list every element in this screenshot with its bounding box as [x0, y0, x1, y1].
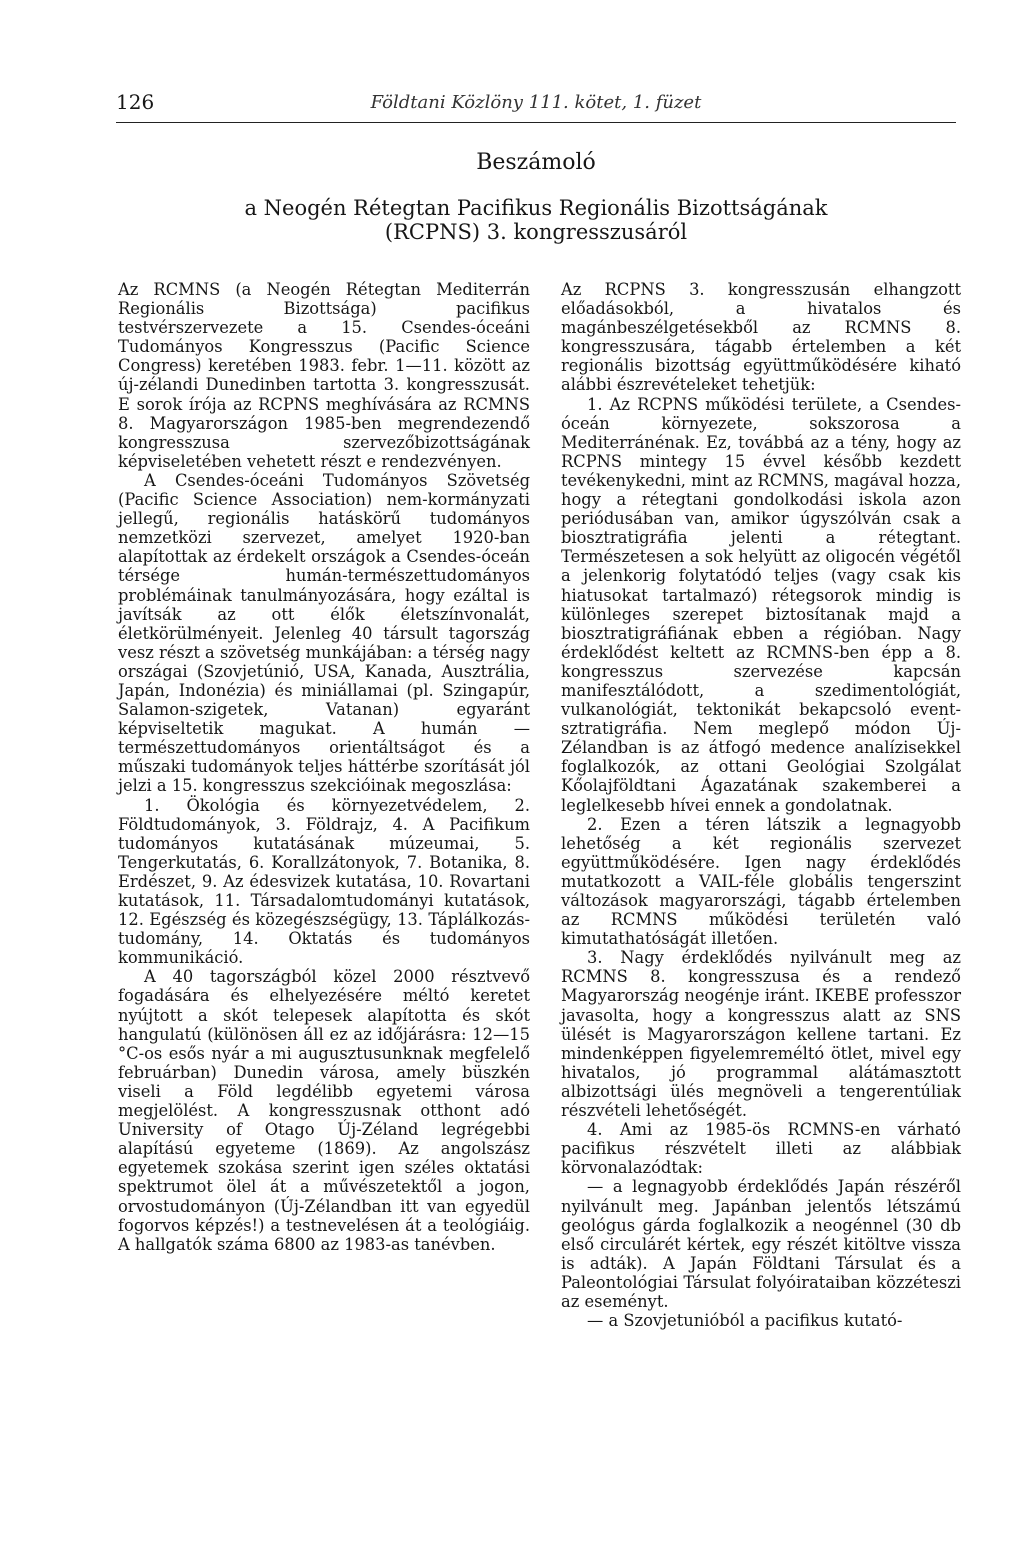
paragraph: — a Szovjetunióból a pacifikus kutató- [587, 1311, 903, 1331]
article-heading [116, 150, 956, 244]
article-title: Beszámoló [476, 150, 596, 175]
paragraph: A 40 tagországból közel 2000 résztvevő fogadására és elhelyezésére méltó keretet nyújtott a skót telepesek alapította és skót hangulatú (különösen áll ez az időjárásra: 12—15 °C-os esős nyár a mi augusztusunknak megfelelő februárban) Dunedin városa, amely büszkén viseli a Föld legdélibb egyetemi városa megjelölést. A kongresszusnak otthont adó University of Otago Új-Zéland legrégebbi alapítású egyeteme (1869). Az angolszász egyetemek szokása szerint igen széles oktatási spektrumot ölel át a művészetektől a jogon, orvostudományon (Új-Zélandban itt van egyedül fogorvos képzés!) a testnevelésen át a teológiáig. A hallgatók száma 6800 az 1983-as tanévben. [118, 967, 530, 1254]
paragraph: Az RCPNS 3. kongresszusán elhangzott előadásokból, a hivatalos és magánbeszélgetésekből az RCMNS 8. kongresszusára, tágabb értelemben a két regionális bizottság együttműködésére kiható alábbi észrevételeket tehetjük: [561, 280, 961, 395]
paragraph: — a legnagyobb érdeklődés Japán részéről nyilvánult meg. Japánban jelentős létszámú geológus gárda foglalkozik a neogénnel (30 db első circulárét kértek, egy részét kitöltve vissza is adták). A Japán Földtani Társulat és a Paleontológiai Társulat folyóirataiban közzéteszi az eseményt. [561, 1177, 961, 1311]
article-subtitle-line-1: a Neogén Rétegtan Pacifikus Regionális Bizottságának [244, 196, 828, 220]
right-column [561, 280, 961, 1330]
paragraph: 1. Ökológia és környezetvédelem, 2. Földtudományok, 3. Földrajz, 4. A Pacifikum tudományos kutatásának múzeumai, 5. Tengerkutatás, 6. Korallzátonyok, 7. Botanika, 8. Erdészet, 9. Az édesvizek kutatása, 10. Rovartani kutatások, 11. Társadalomtudományi kutatások, 12. Egészség és közegészségügy, 13. Táplálkozás-tudomány, 14. Oktatás és tudományos kommunikáció. [118, 795, 530, 968]
running-header [116, 88, 956, 123]
page-number: 126 [116, 90, 155, 114]
paragraph: 3. Nagy érdeklődés nyilvánult meg az RCMNS 8. kongresszusa és a rendező Magyarország neogénje iránt. IKEBE professzor javasolta, hogy a kongresszus alatt az SNS ülését is Magyarországon kellene tartani. Ez mindenképpen figyelemreméltó ötlet, mivel egy hivatalos, jó programmal alátámasztott albizottsági ülés megnöveli a tengerentúliak részvételi lehetőségét. [561, 948, 961, 1121]
paragraph: A Csendes-óceáni Tudományos Szövetség (Pacific Science Association) nem-kormányzati jellegű, regionális hatáskörű tudományos nemzetközi szervezet, amelyet 1920-ban alapítottak az érdekelt országok a Csendes-óceán térsége humán-természettudományos problémáinak tanulmányozására, hogy ezáltal is javítsák az ott élők életszínvonalát, életkörülményeit. Jelenleg 40 társult tagország vesz részt a szövetség munkájában: a térség nagy országai (Szovjetúnió, USA, Kanada, Ausztrália, Japán, Indonézia) és miniállamai (pl. Szingapúr, Salamon-szigetek, Vatanan) egyaránt képviseltetik magukat. A humán — természettudományos orientáltságot és a műszaki tudományok teljes háttérbe szorítását jól jelzi a 15. kongresszus szekcióinak megoszlása: [118, 470, 530, 796]
journal-running-title: Földtani Közlöny 111. kötet, 1. füzet [370, 92, 702, 113]
paragraph: Az RCMNS (a Neogén Rétegtan Mediterrán Regionális Bizottsága) pacifikus testvérszervezete a 15. Csendes-óceáni Tudományos Kongresszus (Pacific Science Congress) keretében 1983. febr. 1—11. között az új-zélandi Dunedinben tartotta 3. kongresszusát. E sorok írója az RCPNS meghívására az RCMNS 8. Magyarországon 1985-ben megrendezendő kongresszusa szervezőbizottságának képviseletében vehetett részt e rendezvényen. [118, 280, 530, 471]
paragraph: 1. Az RCPNS működési területe, a Csendes-óceán környezete, sokszorosa a Mediterránénak. Ez, továbbá az a tény, hogy az RCPNS mintegy 15 évvel később kezdett tevékenykedni, mint az RCMNS, magával hozza, hogy a rétegtani gondolkodási iskola azon periódusában van, amikor úgyszólván csak a biosztratigráfia jelenti a rétegtant. Természetesen a sok helyütt az oligocén végétől a jelenkorig folytatódó teljes (vagy csak kis hiatusokat tartalmazó) rétegsorok mindig is különleges szerepet biztosítanak majd a biosztratigráfiának ebben a régióban. Nagy érdeklődést keltett az RCMNS-ben épp a 8. kongresszus szervezése kapcsán manifesztálódott, a szedimentológiát, vulkanológiát, tektonikát bekapcsoló event-sztratigráfia. Nem meglepő módon Új-Zélandban is az átfogó medence analízisekkel foglalkozók, az ottani Geológiai Szolgálat Kőolajföldtani Ágazatának szakemberei a leglelkesebb hívei ennek a gondolatnak. [561, 394, 961, 815]
paragraph: 2. Ezen a téren látszik a legnagyobb lehetőség a két regionális szervezet együttműködésére. Igen nagy érdeklődés mutatkozott a VAIL-féle globális tengerszint változások magyarországi, tágabb értelemben az RCMNS működési területén való kimutathatóságát illetően. [561, 814, 961, 949]
left-column [118, 280, 530, 1254]
paragraph: 4. Ami az 1985-ös RCMNS-en várható pacifikus részvételt illeti az alábbiak körvonalazódtak: [561, 1120, 961, 1178]
article-subtitle-line-2: (RCPNS) 3. kongresszusáról [384, 220, 688, 244]
